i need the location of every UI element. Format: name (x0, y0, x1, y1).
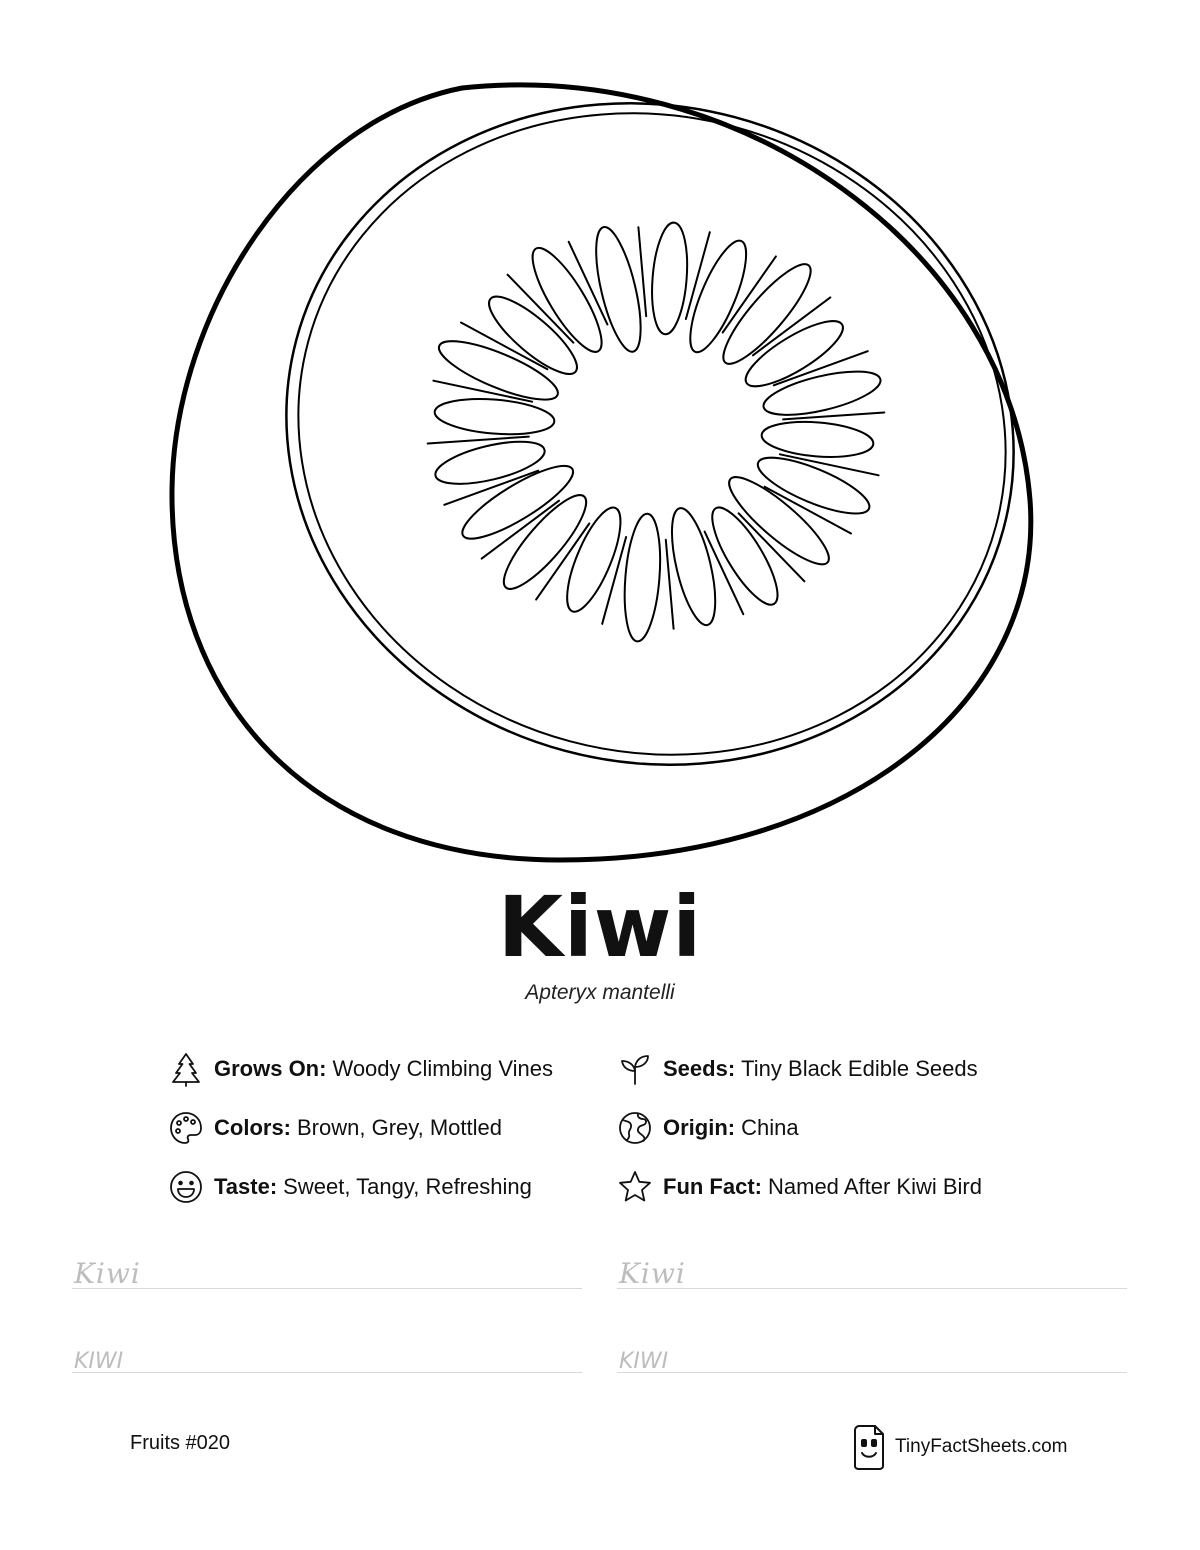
tracing-text: KIWI (74, 1349, 124, 1374)
seed-outline (433, 395, 555, 439)
fact-label: Origin: (663, 1115, 736, 1140)
seed-line (723, 256, 776, 332)
tracing-text: Kiwi (74, 1257, 141, 1290)
fact-seeds (617, 1052, 978, 1086)
seed-outline (493, 485, 597, 598)
tracing-line-lowercase-right[interactable] (617, 1248, 1127, 1289)
kiwi-cut-face-inner (226, 35, 1078, 834)
tracing-line-lowercase-left[interactable] (72, 1248, 582, 1289)
fact-value: Tiny Black Edible Seeds (741, 1056, 978, 1081)
tree-icon (168, 1051, 204, 1087)
tracing-text: KIWI (619, 1349, 669, 1374)
fact-label: Fun Fact: (663, 1174, 762, 1199)
seed-line (765, 487, 851, 534)
seed-outline (620, 512, 664, 642)
star-icon (617, 1169, 653, 1205)
fact-taste (168, 1170, 532, 1204)
scientific-name: Apteryx mantelli (525, 981, 675, 1004)
sprout-icon (617, 1051, 653, 1087)
fact-value: Named After Kiwi Bird (768, 1174, 982, 1199)
tracing-line-uppercase-left[interactable] (72, 1332, 582, 1373)
seed-line (666, 540, 674, 629)
seed-line (536, 524, 589, 600)
fact-label: Colors: (214, 1115, 291, 1140)
fact-value: Woody Climbing Vines (332, 1056, 553, 1081)
seed-outline (760, 418, 874, 461)
series-label: Fruits #020 (130, 1432, 231, 1454)
fact-label: Seeds: (663, 1056, 736, 1081)
seed-outline (719, 466, 838, 575)
seed-line (602, 537, 626, 624)
tracing-line-uppercase-right[interactable] (617, 1332, 1127, 1373)
page-title: Kiwi (497, 878, 703, 976)
fact-grows-on (168, 1052, 553, 1086)
globe-icon (617, 1110, 653, 1146)
palette-icon (168, 1110, 204, 1146)
seed-outline (679, 234, 757, 358)
fact-value: Brown, Grey, Mottled (297, 1115, 502, 1140)
fact-fun-fact (617, 1170, 982, 1204)
fact-label: Grows On: (214, 1056, 327, 1081)
seed-line (638, 227, 646, 316)
tracing-text: Kiwi (619, 1257, 686, 1290)
kiwi-outer-skin (172, 85, 1031, 860)
kiwi-seed-ring (428, 221, 885, 643)
seed-line (753, 297, 830, 355)
seed-line (705, 532, 744, 615)
brand-name: TinyFactSheets.com (895, 1436, 1068, 1457)
seed-line (482, 501, 559, 559)
seed-outline (521, 240, 613, 360)
fact-origin (617, 1111, 799, 1145)
seed-outline (648, 221, 691, 335)
seed-line (569, 242, 608, 325)
fact-label: Taste: (214, 1174, 278, 1199)
fact-colors (168, 1111, 502, 1145)
smiley-icon (168, 1169, 204, 1205)
fact-sheet-logo-icon (851, 1422, 887, 1472)
seed-line (686, 232, 710, 319)
fact-value: China (741, 1115, 799, 1140)
fact-value: Sweet, Tangy, Refreshing (283, 1174, 532, 1199)
brand (851, 1422, 1067, 1472)
